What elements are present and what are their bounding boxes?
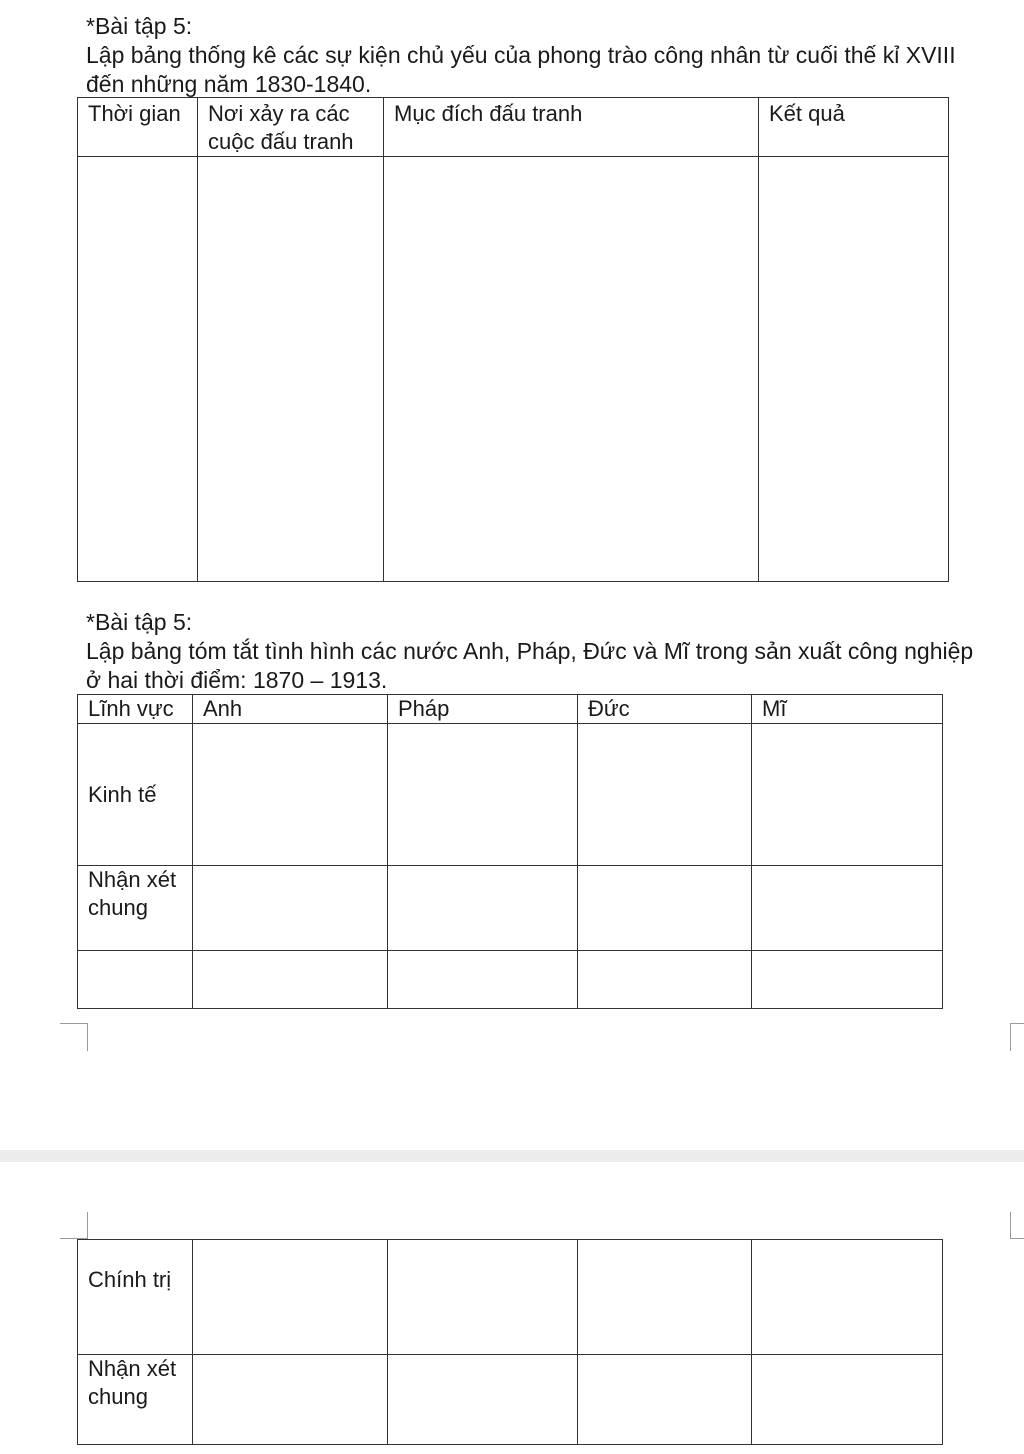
column-header-result: Kết quả: [759, 98, 949, 157]
empty-cell[interactable]: [193, 1355, 388, 1445]
workers-movement-table: [77, 97, 949, 582]
empty-cell[interactable]: [388, 866, 578, 951]
column-header-germany: Đức: [578, 695, 752, 724]
empty-cell[interactable]: [752, 866, 943, 951]
margin-corner-mark: [1010, 1023, 1024, 1051]
column-header-purpose: Mục đích đấu tranh: [384, 98, 759, 157]
exercise-2-heading: *Bài tập 5:: [86, 609, 193, 635]
row-label-politics: Chính trị: [78, 1240, 193, 1355]
page-separator: [0, 1150, 1024, 1162]
row-label-general-remark: Nhận xét chung: [78, 1355, 193, 1445]
empty-cell[interactable]: [752, 724, 943, 866]
empty-cell[interactable]: [388, 1240, 578, 1355]
empty-cell[interactable]: [578, 1240, 752, 1355]
empty-cell[interactable]: [578, 951, 752, 1009]
margin-corner-mark: [60, 1212, 88, 1239]
exercise-1-heading: *Bài tập 5:: [86, 13, 193, 39]
column-header-field: Lĩnh vực: [78, 695, 193, 724]
table-row: [78, 1355, 943, 1445]
empty-cell[interactable]: [759, 157, 949, 582]
industry-summary-table-continued: [77, 1239, 943, 1445]
table-row: [78, 724, 943, 866]
empty-cell[interactable]: [388, 724, 578, 866]
empty-cell[interactable]: [198, 157, 384, 582]
empty-cell[interactable]: [78, 951, 193, 1009]
industry-summary-table: [77, 694, 943, 1009]
table-row: [78, 951, 943, 1009]
column-header-france: Pháp: [388, 695, 578, 724]
empty-cell[interactable]: [752, 1355, 943, 1445]
empty-cell[interactable]: [78, 157, 198, 582]
empty-cell[interactable]: [752, 951, 943, 1009]
column-header-location: Nơi xảy ra các cuộc đấu tranh: [198, 98, 384, 157]
empty-cell[interactable]: [384, 157, 759, 582]
row-label-general-remark: Nhận xét chung: [78, 866, 193, 951]
empty-cell[interactable]: [388, 951, 578, 1009]
empty-cell[interactable]: [193, 724, 388, 866]
margin-corner-mark: [1010, 1212, 1024, 1239]
table-header-row: [78, 695, 943, 724]
column-header-usa: Mĩ: [752, 695, 943, 724]
empty-cell[interactable]: [193, 866, 388, 951]
table-row: [78, 157, 949, 582]
exercise-2-prompt: Lập bảng tóm tắt tình hình các nước Anh, Pháp, Đức và Mĩ trong sản xuất công nghiệp ở hai thời điểm: 1870 – 1913.: [86, 638, 974, 693]
empty-cell[interactable]: [578, 1355, 752, 1445]
row-label-economy: Kinh tế: [78, 724, 193, 866]
exercise-1-prompt: Lập bảng thống kê các sự kiện chủ yếu của phong trào công nhân từ cuối thế kỉ XVIII đến những năm 1830-1840.: [86, 42, 956, 97]
table-header-row: [78, 98, 949, 157]
empty-cell[interactable]: [388, 1355, 578, 1445]
empty-cell[interactable]: [752, 1240, 943, 1355]
empty-cell[interactable]: [578, 724, 752, 866]
table-row: [78, 1240, 943, 1355]
empty-cell[interactable]: [193, 1240, 388, 1355]
column-header-time: Thời gian: [78, 98, 198, 157]
margin-corner-mark: [60, 1023, 88, 1051]
empty-cell[interactable]: [193, 951, 388, 1009]
column-header-england: Anh: [193, 695, 388, 724]
table-row: [78, 866, 943, 951]
empty-cell[interactable]: [578, 866, 752, 951]
document-page-2: [0, 1162, 1024, 1454]
